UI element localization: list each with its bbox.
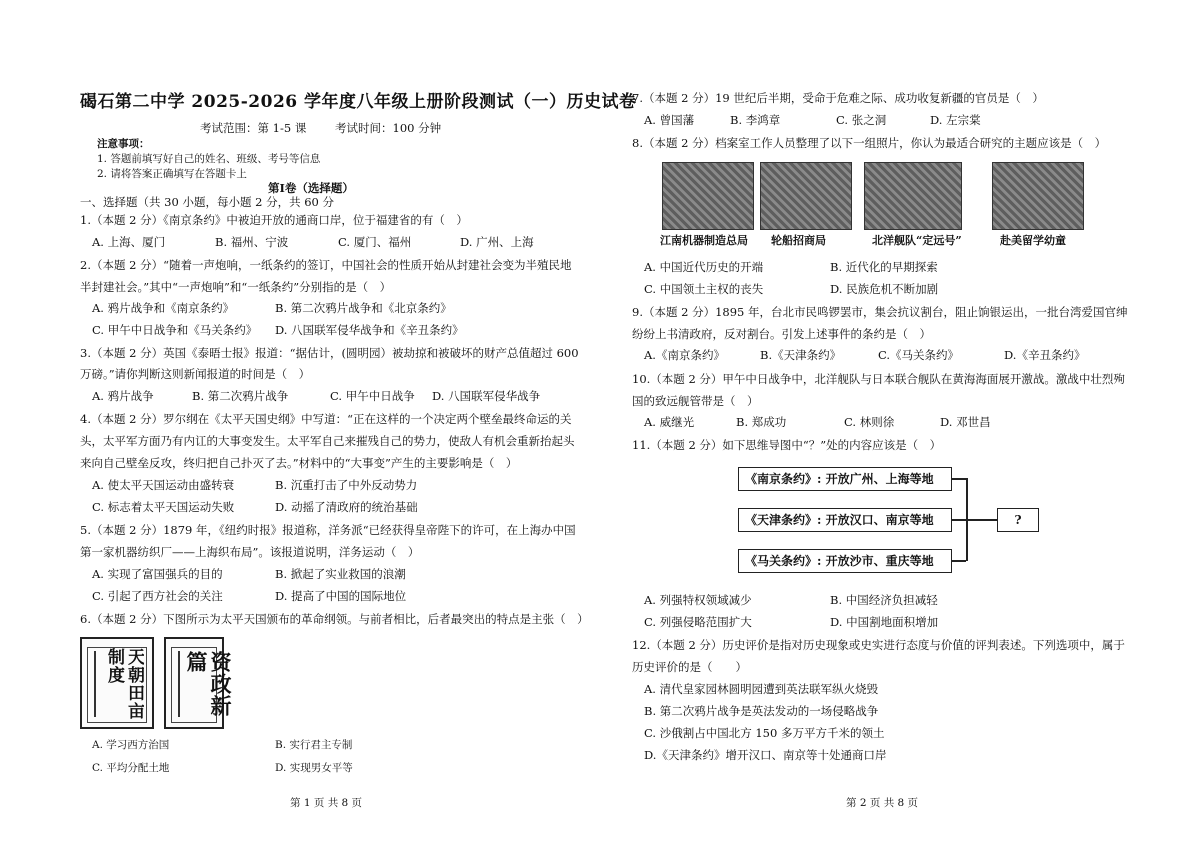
section-intro: 一、选择题（共 30 小题，每小题 2 分，共 60 分 bbox=[80, 195, 335, 209]
photo-jiangnan-arsenal bbox=[662, 162, 754, 230]
q6-option-c[interactable]: C. 平均分配土地 bbox=[92, 762, 170, 774]
q4-option-a[interactable]: A. 使太平天国运动由盛转衰 bbox=[92, 478, 235, 492]
mindmap-box-maguan: 《马关条约》: 开放沙市、重庆等地 bbox=[738, 549, 952, 573]
document-title-2: 资政新篇 bbox=[184, 651, 233, 717]
mindmap-box-tianjin: 《天津条约》: 开放汉口、南京等地 bbox=[738, 508, 952, 532]
q9-option-b[interactable]: B.《天津条约》 bbox=[760, 348, 842, 362]
photo-china-merchants bbox=[760, 162, 852, 230]
note-1: 1. 答题前填写好自己的姓名、班级、考号等信息 bbox=[97, 153, 321, 165]
q6-option-d[interactable]: D. 实现男女平等 bbox=[275, 762, 353, 774]
question-12-stem-line-1: 12.（本题 2 分）历史评价是指对历史现象或史实进行态度与价值的评判表述。下列选项中，属于 bbox=[632, 638, 1125, 652]
q7-option-a[interactable]: A. 曾国藩 bbox=[644, 113, 695, 127]
page-footer-2: 第 2 页 共 8 页 bbox=[846, 797, 919, 809]
q2-option-d[interactable]: D. 八国联军侵华战争和《辛丑条约》 bbox=[275, 323, 464, 337]
q4-option-c[interactable]: C. 标志着太平天国运动失败 bbox=[92, 500, 235, 514]
q12-option-c[interactable]: C. 沙俄割占中国北方 150 多万平方千米的领土 bbox=[644, 726, 885, 740]
question-9-stem-line-2: 纷纷上书清政府，反对割台。引发上述事件的条约是（ ） bbox=[632, 327, 931, 341]
question-12-stem-line-2: 历史评价的是（ ） bbox=[632, 660, 747, 674]
mindmap-question-box: ? bbox=[997, 508, 1039, 532]
q10-option-c[interactable]: C. 林则徐 bbox=[844, 415, 895, 429]
section-title: 第Ⅰ卷（选择题） bbox=[268, 181, 354, 195]
q5-option-d[interactable]: D. 提高了中国的国际地位 bbox=[275, 589, 407, 603]
mindmap-connector-top bbox=[952, 478, 966, 480]
q7-option-b[interactable]: B. 李鸿章 bbox=[730, 113, 781, 127]
photo-dingyuan-ship bbox=[864, 162, 962, 230]
q11-option-b[interactable]: B. 中国经济负担减轻 bbox=[830, 593, 938, 607]
question-4-stem-line-2: 头，太平军方面乃有内讧的大事变发生。太平军自己来摧残自己的势力，使敌人有机会重新抬起头 bbox=[80, 434, 575, 448]
q7-option-c[interactable]: C. 张之洞 bbox=[836, 113, 887, 127]
q9-option-d[interactable]: D.《辛丑条约》 bbox=[1004, 348, 1086, 362]
photo-caption-4: 赴美留学幼童 bbox=[1000, 234, 1066, 247]
q3-option-a[interactable]: A. 鸦片战争 bbox=[92, 389, 154, 403]
q6-option-a[interactable]: A. 学习西方治国 bbox=[92, 739, 170, 751]
document-image-1 bbox=[80, 637, 154, 729]
question-1-stem: 1.（本题 2 分）《南京条约》中被迫开放的通商口岸，位于福建省的有（ ） bbox=[80, 213, 468, 227]
question-9-stem-line-1: 9.（本题 2 分）1895 年，台北市民鸣锣罢市，集会抗议割台，阻止饷银运出，一批台湾爱国官绅 bbox=[632, 305, 1128, 319]
notes-heading: 注意事项： bbox=[97, 138, 150, 150]
photo-study-abroad-children bbox=[992, 162, 1084, 230]
q1-option-c[interactable]: C. 厦门、福州 bbox=[338, 235, 412, 249]
q1-option-a[interactable]: A. 上海、厦门 bbox=[92, 235, 166, 249]
q2-option-b[interactable]: B. 第二次鸦片战争和《北京条约》 bbox=[275, 301, 452, 315]
question-6-stem: 6.（本题 2 分）下图所示为太平天国颁布的革命纲领。与前者相比，后者最突出的特点是主张（ ） bbox=[80, 612, 589, 626]
q11-option-d[interactable]: D. 中国割地面积增加 bbox=[830, 615, 939, 629]
question-10-stem-line-1: 10.（本题 2 分）甲午中日战争中，北洋舰队与日本联合舰队在黄海海面展开激战。激战中壮烈殉 bbox=[632, 372, 1125, 386]
q2-option-c[interactable]: C. 甲午中日战争和《马关条约》 bbox=[92, 323, 258, 337]
mindmap-box-nanjing: 《南京条约》: 开放广州、上海等地 bbox=[738, 467, 952, 491]
photo-caption-1: 江南机器制造总局 bbox=[660, 234, 748, 247]
question-5-stem-line-2: 第一家机器纺织厂——上海织布局”。该报道说明，洋务运动（ ） bbox=[80, 545, 420, 559]
q7-option-d[interactable]: D. 左宗棠 bbox=[930, 113, 981, 127]
question-4-stem-line-1: 4.（本题 2 分）罗尔纲在《太平天国史纲》中写道：“正在这样的一个决定两个壁垒最终命运的关 bbox=[80, 412, 572, 426]
mindmap-connector-bottom bbox=[952, 560, 966, 562]
q12-option-a[interactable]: A. 清代皇家园林圆明园遭到英法联军纵火烧毁 bbox=[644, 682, 879, 696]
q10-option-b[interactable]: B. 郑成功 bbox=[736, 415, 787, 429]
document-title-1: 天朝田亩制度 bbox=[104, 648, 144, 720]
q4-option-d[interactable]: D. 动摇了清政府的统治基础 bbox=[275, 500, 418, 514]
q4-option-b[interactable]: B. 沉重打击了中外反动势力 bbox=[275, 478, 418, 492]
mindmap-connector-out bbox=[967, 519, 997, 521]
question-11-stem: 11.（本题 2 分）如下思维导图中“？”处的内容应该是（ ） bbox=[632, 438, 942, 452]
question-8-stem: 8.（本题 2 分）档案室工作人员整理了以下一组照片，你认为最适合研究的主题应该是（ ） bbox=[632, 136, 1107, 150]
page-footer-1: 第 1 页 共 8 页 bbox=[290, 797, 363, 809]
question-4-stem-line-3: 来向自己壁垒反攻，终归把自己扑灭了去。”材料中的“大事变”产生的主要影响是（ ） bbox=[80, 456, 518, 470]
q1-option-d[interactable]: D. 广州、上海 bbox=[460, 235, 534, 249]
page-2 bbox=[600, 0, 1200, 849]
q9-option-c[interactable]: C.《马关条约》 bbox=[878, 348, 960, 362]
question-2-stem-line-1: 2.（本题 2 分）“随着一声炮响，一纸条约的签订，中国社会的性质开始从封建社会变为半殖民地 bbox=[80, 258, 572, 272]
q3-option-b[interactable]: B. 第二次鸦片战争 bbox=[192, 389, 289, 403]
q5-option-b[interactable]: B. 掀起了实业救国的浪潮 bbox=[275, 567, 406, 581]
q5-option-a[interactable]: A. 实现了富国强兵的目的 bbox=[92, 567, 223, 581]
q3-option-c[interactable]: C. 甲午中日战争 bbox=[330, 389, 415, 403]
document-image-2 bbox=[164, 637, 233, 729]
q8-option-d[interactable]: D. 民族危机不断加剧 bbox=[830, 282, 939, 296]
q3-option-d[interactable]: D. 八国联军侵华战争 bbox=[432, 389, 541, 403]
q8-option-c[interactable]: C. 中国领土主权的丧失 bbox=[644, 282, 764, 296]
q10-option-a[interactable]: A. 威继光 bbox=[644, 415, 695, 429]
question-7-stem: 7.（本题 2 分）19 世纪后半期，受命于危难之际、成功收复新疆的官员是（ ） bbox=[632, 91, 1044, 105]
exam-time: 考试时间：100 分钟 bbox=[335, 121, 442, 135]
exam-scope: 考试范围：第 1-5 课 bbox=[200, 121, 307, 135]
exam-title: 碣石第二中学 2025-2026 学年度八年级上册阶段测试（一）历史试卷 bbox=[80, 92, 637, 112]
note-2: 2. 请将答案正确填写在答题卡上 bbox=[97, 168, 247, 180]
question-2-stem-line-2: 半封建社会。”其中“一声炮响”和“一纸条约”分别指的是（ ） bbox=[80, 280, 392, 294]
q12-option-d[interactable]: D.《天津条约》增开汉口、南京等十处通商口岸 bbox=[644, 748, 887, 762]
photo-caption-2: 轮船招商局 bbox=[771, 234, 826, 247]
q5-option-c[interactable]: C. 引起了西方社会的关注 bbox=[92, 589, 223, 603]
q9-option-a[interactable]: A.《南京条约》 bbox=[644, 348, 725, 362]
q10-option-d[interactable]: D. 邓世昌 bbox=[940, 415, 991, 429]
q11-option-a[interactable]: A. 列强特权领域减少 bbox=[644, 593, 752, 607]
q11-option-c[interactable]: C. 列强侵略范围扩大 bbox=[644, 615, 752, 629]
question-10-stem-line-2: 国的致远舰管带是（ ） bbox=[632, 394, 759, 408]
question-3-stem-line-1: 3.（本题 2 分）英国《泰晤士报》报道：“据估计，(圆明园）被劫掠和被破坏的财产总值超过 600 bbox=[80, 346, 579, 360]
q6-option-b[interactable]: B. 实行君主专制 bbox=[275, 739, 353, 751]
q8-option-b[interactable]: B. 近代化的早期探索 bbox=[830, 260, 938, 274]
mindmap-connector-middle bbox=[952, 519, 966, 521]
q8-option-a[interactable]: A. 中国近代历史的开端 bbox=[644, 260, 764, 274]
q12-option-b[interactable]: B. 第二次鸦片战争是英法发动的一场侵略战争 bbox=[644, 704, 879, 718]
question-3-stem-line-2: 万磅。”请你判断这则新闻报道的时间是（ ） bbox=[80, 367, 311, 381]
photo-caption-3: 北洋舰队“定远号” bbox=[872, 234, 962, 247]
q1-option-b[interactable]: B. 福州、宁波 bbox=[215, 235, 289, 249]
question-5-stem-line-1: 5.（本题 2 分）1879 年，《纽约时报》报道称，洋务派“已经获得皇帝陛下的许可，在上海办中国 bbox=[80, 523, 576, 537]
q2-option-a[interactable]: A. 鸦片战争和《南京条约》 bbox=[92, 301, 235, 315]
